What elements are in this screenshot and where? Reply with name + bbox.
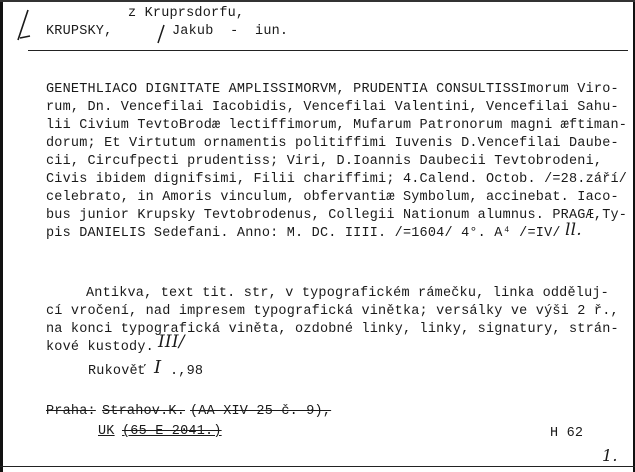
card-left-edge xyxy=(0,0,3,472)
note-line: kové kustody. xyxy=(46,340,154,355)
header-name: Jakub - iun. xyxy=(172,24,289,39)
card-top-edge xyxy=(0,0,635,2)
slash-mark-icon xyxy=(156,24,166,49)
header-surname: KRUPSKY, xyxy=(46,24,113,39)
footer-praha: Praha: xyxy=(46,404,96,419)
body-line: pis DANIELIS Sedefani. Anno: M. DC. IIII. /=1604/ 4°. A⁴ /=IV/ xyxy=(46,226,561,241)
slash-mark-icon xyxy=(14,8,32,47)
header-place-line: z Kruprsdorfu, xyxy=(128,6,245,21)
body-line: celebrato, in Amoris vinculum, obfervantiæ Symbolum, accinebat. Iaco- xyxy=(46,190,619,205)
rukovet-label: Rukověť xyxy=(88,364,147,379)
body-line: dorum; Et Virtutum ornamentis politiffimi Iuvenis D.Vencefilai Daube- xyxy=(46,136,619,151)
body-line: GENETHLIACO DIGNITATE AMPLISSIMORVM, PRUDENTIA CONSULTISSImorum Viro- xyxy=(46,82,619,97)
note-line: cí vročení, nad impresem typografická vinětka; versálky ve výši 2 ř., xyxy=(46,304,619,319)
bottom-rule xyxy=(0,466,635,467)
footer-signature: H 62 xyxy=(550,426,584,441)
corner-hand-number: 1. xyxy=(602,446,618,465)
note-line: Antikva, text tit. str, v typografickém rámečku, linka odděluj- xyxy=(86,286,609,301)
header-rule xyxy=(28,50,628,51)
footer-uk: UK xyxy=(98,424,115,439)
note-line: na konci typografická viněta, ozdobné linky, linky, signatury, strán- xyxy=(46,322,619,337)
footer-uk-sig: (65 E 2041.) xyxy=(122,424,222,439)
footer-strahov: Strahov.K. xyxy=(102,404,186,419)
body-line: rum, Dn. Vencefilai Iacobidis, Vencefilai Valentini, Vencefilai Sahu- xyxy=(46,100,619,115)
body-line: Civis ibidem dignifsimi, Filii chariffimi; 4.Calend. Octob. /=28.září/ xyxy=(46,172,628,187)
handwritten-mark: III/ xyxy=(158,332,185,352)
handwritten-mark: ll. xyxy=(565,220,582,240)
rukovet-value: .,98 xyxy=(170,364,204,379)
body-line: bus junior Krupsky Tevtobrodenus, Collegii Nationum alumnus. PRAGÆ,Ty- xyxy=(46,208,628,223)
body-line: lii Civium TevtoBrodæ lectiffimorum, Mufarum Patronorum magni æftiman- xyxy=(46,118,628,133)
footer-aa: (AA XIV 25 č. 9), xyxy=(190,404,332,419)
body-line: cii, Circufpecti prudentiss; Viri, D.Ioannis Daubecii Tevtobrodeni, xyxy=(46,154,603,169)
rukovet-hand-mark: I xyxy=(154,357,162,378)
